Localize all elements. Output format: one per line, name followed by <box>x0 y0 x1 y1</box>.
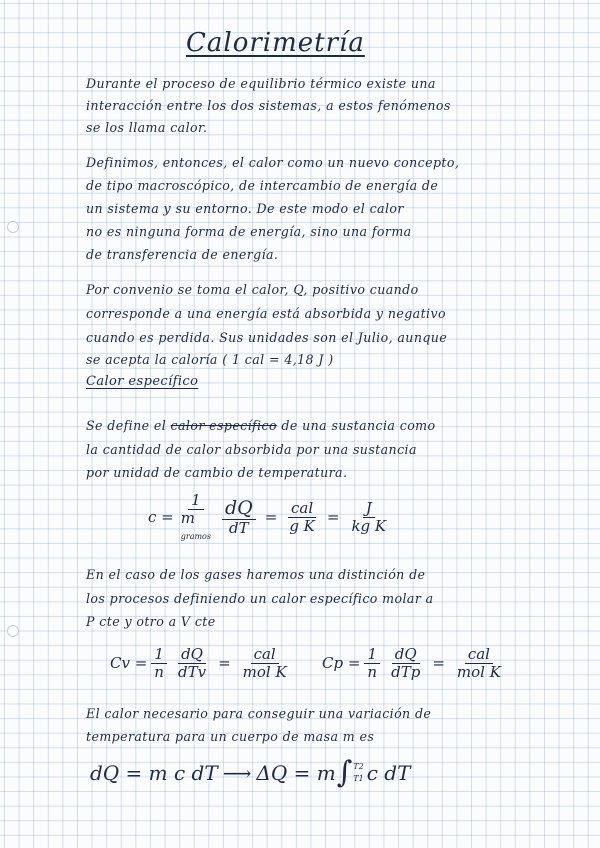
numerator: dQ <box>392 646 420 664</box>
page-title: Calorimetría <box>186 28 365 58</box>
fraction <box>151 646 167 680</box>
fraction <box>222 498 256 536</box>
paragraph-5-line-2: los procesos definiendo un calor específico molar a <box>86 591 434 606</box>
denominator <box>178 510 214 543</box>
denominator: g K <box>289 516 315 535</box>
specific-heat-equation <box>148 492 393 543</box>
fraction <box>175 646 209 680</box>
paragraph-1-line-1: Durante el proceso de equilibrio térmico existe una <box>86 76 436 91</box>
numerator: J <box>363 500 375 518</box>
paragraph-3-line-3: cuando es perdida. Sus unidades son el Julio, aunque <box>86 330 448 345</box>
paragraph-4-text: de una sustancia como <box>276 418 436 433</box>
numerator: dQ <box>178 646 206 664</box>
operator: = <box>326 508 340 527</box>
paragraph-4-line-2: la cantidad de calor absorbida por una sustancia <box>86 442 417 457</box>
arrow-icon: ⟶ <box>222 761 252 785</box>
paragraph-2-line-1: Definimos, entonces, el calor como un nuevo concepto, <box>86 155 460 170</box>
molar-heat-cp-equation <box>322 646 508 680</box>
fraction <box>240 646 290 680</box>
numerator: 1 <box>151 646 167 664</box>
fraction <box>286 500 318 534</box>
paragraph-2-line-5: de transferencia de energía. <box>86 247 279 262</box>
denominator-text: m <box>180 508 195 527</box>
upper-limit: T2 <box>353 762 364 771</box>
equation-lhs: c = <box>148 508 174 527</box>
integral-sign: ∫ <box>336 755 353 790</box>
numerator: cal <box>251 646 279 664</box>
lower-limit: T1 <box>353 774 364 783</box>
denominator: kg K <box>351 516 387 535</box>
numerator: cal <box>288 500 316 518</box>
numerator: cal <box>465 646 493 664</box>
paragraph-3-line-2: corresponde a una energía está absorbida y negativo <box>86 306 446 321</box>
denominator: dTp <box>391 662 421 681</box>
fraction <box>388 646 423 680</box>
denominator: mol K <box>456 662 501 681</box>
equation-lhs: Cp = <box>322 654 361 672</box>
paragraph-2-line-4: no es ninguna forma de energía, sino una forma <box>86 224 412 239</box>
operator: = <box>264 508 278 527</box>
denominator: dTv <box>177 662 207 681</box>
integral-limits <box>353 761 363 785</box>
equation-differential: dQ = m c dT <box>90 761 218 785</box>
operator: = <box>218 654 231 672</box>
binder-hole <box>7 625 19 637</box>
denominator: dT <box>229 518 249 537</box>
paragraph-6-line-2: temperatura para un cuerpo de masa m es <box>86 729 375 744</box>
integrand: c dT <box>366 761 411 785</box>
fraction <box>454 646 504 680</box>
paragraph-1-line-2: interacción entre los dos sistemas, a estos fenómenos <box>86 98 451 113</box>
numerator: dQ <box>222 498 256 520</box>
fraction <box>348 500 389 534</box>
struck-through-text: calor específico <box>170 418 277 433</box>
paragraph-5-line-1: En el caso de los gases haremos una distinción de <box>86 567 426 582</box>
equation-increment: ΔQ = m <box>256 761 336 785</box>
denominator: n <box>367 662 378 681</box>
numerator: 1 <box>364 646 380 664</box>
paragraph-5-line-3: P cte y otro a V cte <box>86 614 216 629</box>
paragraph-2-line-3: un sistema y su entorno. De este modo el calor <box>86 201 404 216</box>
equation-lhs: Cv = <box>110 654 148 672</box>
paragraph-6-line-1: El calor necesario para conseguir una variación de <box>86 706 432 721</box>
operator: = <box>432 654 445 672</box>
heat-integral-equation <box>90 755 411 790</box>
denominator: n <box>154 662 164 681</box>
binder-hole <box>7 221 19 233</box>
paragraph-1-line-3: se los llama calor. <box>86 120 208 135</box>
fraction <box>364 646 380 680</box>
numerator: 1 <box>188 492 204 510</box>
paragraph-2-line-2: de tipo macroscópico, de intercambio de energía de <box>86 178 439 193</box>
section-heading: Calor específico <box>86 374 199 389</box>
fraction <box>178 492 214 543</box>
molar-heat-cv-equation <box>110 646 294 680</box>
paragraph-4-text: Se define el <box>86 418 171 433</box>
paragraph-3-line-4: se acepta la caloría ( 1 cal = 4,18 J ) <box>86 352 334 367</box>
paragraph-4-line-3: por unidad de cambio de temperatura. <box>86 465 348 480</box>
paragraph-3-line-1: Por convenio se toma el calor, Q, positivo cuando <box>86 282 419 297</box>
paragraph-4-line-1 <box>86 418 436 433</box>
subscript: gramos <box>180 532 211 541</box>
denominator: mol K <box>242 662 287 681</box>
